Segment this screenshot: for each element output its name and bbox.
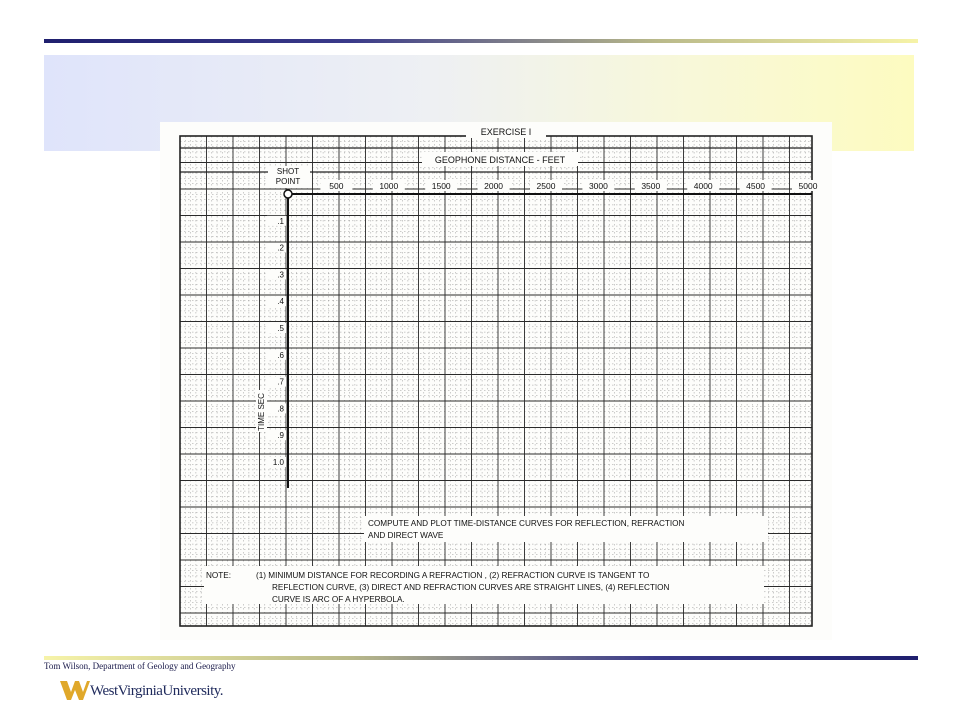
note-label: NOTE: [206,571,232,580]
flying-wv-icon [60,678,90,702]
y-tick-label: .6 [277,350,284,360]
top-rule [44,39,918,43]
note-line-2: REFLECTION CURVE, (3) DIRECT AND REFRACTION CURVES ARE STRAIGHT LINES, (4) REFLECTION [272,583,670,592]
university-logo [60,678,260,706]
x-tick-label: 1000 [379,181,399,191]
instruction-line-1: COMPUTE AND PLOT TIME-DISTANCE CURVES FOR REFLECTION, REFRACTION [368,519,685,528]
x-tick-label: 1500 [431,181,451,191]
x-tick-label: 4000 [693,181,713,191]
instruction-line-2: AND DIRECT WAVE [368,531,444,540]
y-axis-title: TIME SEC [257,393,266,431]
exercise-figure [160,122,832,640]
shot-label-line2: POINT [275,177,301,186]
y-tick-label: .4 [277,297,284,307]
y-tick-label: 1.0 [272,458,284,467]
bottom-rule [44,656,918,660]
footer-credit: Tom Wilson, Department of Geology and Geography [44,661,236,671]
x-tick-label: 3000 [588,181,608,191]
graph-paper [160,122,832,640]
y-tick-label: .5 [277,324,284,333]
x-tick-label: 2500 [536,181,556,191]
x-tick-label: 3500 [641,181,661,191]
figure-heading: EXERCISE I [480,127,532,137]
note-line-1: (1) MINIMUM DISTANCE FOR RECORDING A REFRACTION , (2) REFRACTION CURVE IS TANGENT TO [256,571,650,580]
y-tick-label: .9 [277,431,284,441]
y-tick-label: .3 [277,270,284,280]
note-line-3: CURVE IS ARC OF A HYPERBOLA. [272,595,405,604]
x-tick-label: 2000 [484,181,504,191]
x-tick-label: 4500 [746,181,766,191]
x-tick-label: 500 [329,181,344,191]
logo-text: WestVirginiaUniversity. [90,683,224,699]
shot-label-line1: SHOT [276,167,300,176]
x-tick-label: 5000 [798,181,818,191]
shot-point-marker [284,190,292,198]
y-tick-label: .8 [277,404,284,414]
y-tick-label: .2 [277,243,284,253]
y-tick-label: .7 [277,377,284,387]
x-axis-title: GEOPHONE DISTANCE - FEET [434,155,566,165]
y-tick-label: .1 [277,216,284,226]
